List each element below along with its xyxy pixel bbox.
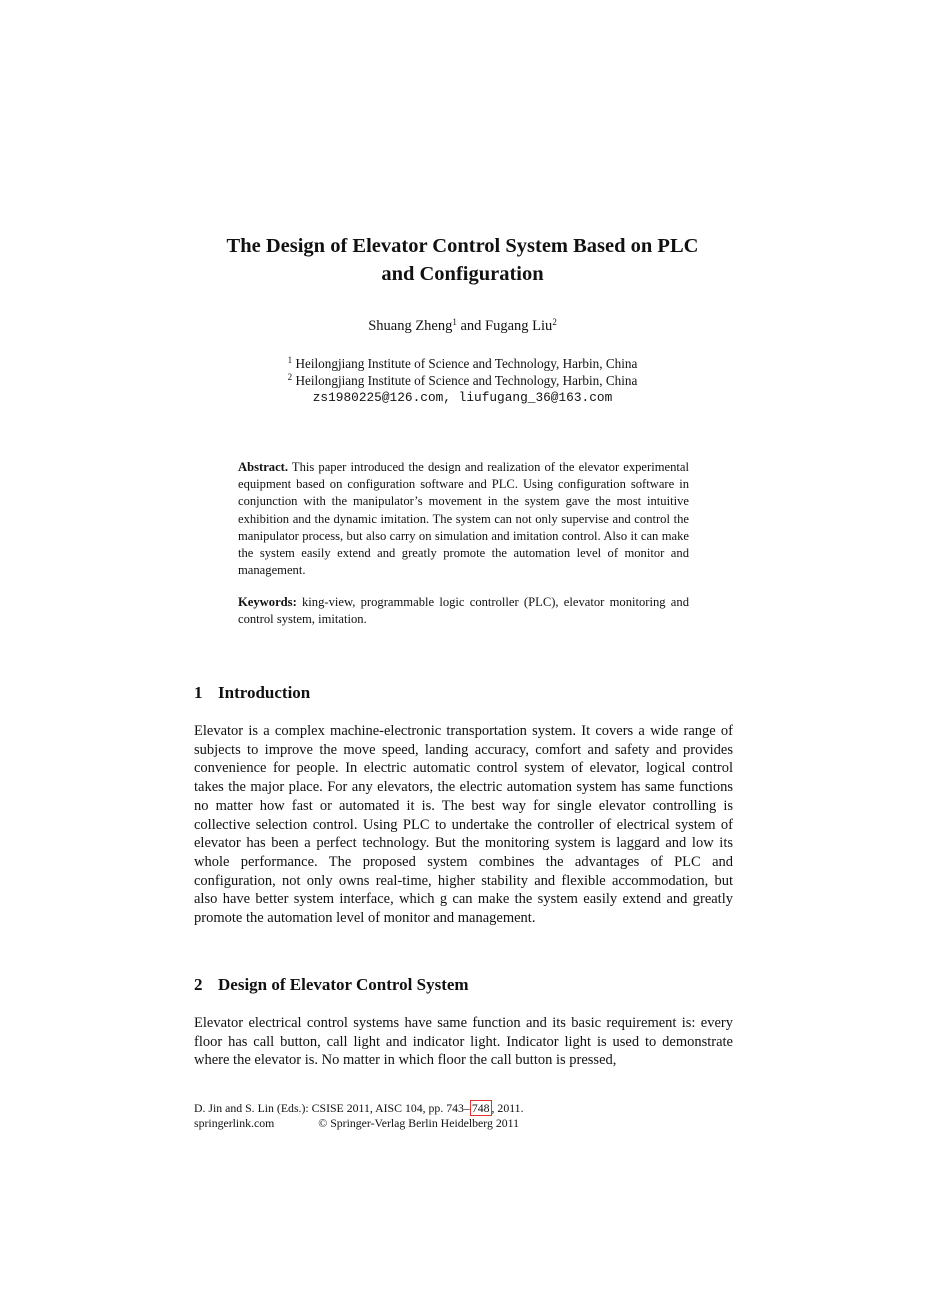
author-affiliation-mark: 1	[452, 317, 457, 327]
affiliation-2	[150, 372, 775, 389]
footer-citation-prefix: D. Jin and S. Lin (Eds.): CSISE 2011, AISC 104, pp. 743–	[194, 1101, 470, 1115]
footer-citation	[194, 1101, 524, 1116]
abstract	[238, 459, 689, 579]
footer-copyright: © Springer-Verlag Berlin Heidelberg 2011	[318, 1116, 519, 1130]
footer-publisher	[194, 1116, 519, 1131]
section-body: Elevator is a complex machine-electronic transportation system. It covers a wide range of subjects to improve the move speed, landing accuracy, comfort and safety and provides convenience for people. In electric automatic control system of elevator, logical control takes the major place. For any elevators, the electric automation system has same functions no matter how fast or automated it is. The best way for single elevator controlling is collective selection control. Using PLC to undertake the controller of electrical system of elevator has been a perfect technology. But the monitoring system is laggard and low its whole performance. The proposed system combines the advantages of PLC and configuration, not only owns real-time, higher stability and flexible accommodation, but also have better system interface, which g can make the system easily extend and greatly promote the automation level of monitor and management.	[194, 723, 733, 927]
section-body: Elevator electrical control systems have same function and its basic requirement is: every floor has call button, call light and indicator light. Indicator light is used to demonstrate where the elevator is. No matter in which floor the call button is pressed,	[194, 1015, 733, 1069]
section-number: 1	[194, 683, 203, 702]
paper-title	[150, 232, 775, 288]
section-heading	[194, 975, 469, 995]
affiliation-1	[150, 355, 775, 372]
section-heading	[194, 683, 310, 703]
keywords-text: king-view, programmable logic controller (PLC), elevator monitoring and control system, imitation.	[238, 595, 689, 627]
keywords-label: Keywords:	[238, 595, 297, 609]
author-list	[150, 318, 775, 335]
footer-citation-suffix: , 2011.	[491, 1101, 524, 1115]
affiliation-text: Heilongjiang Institute of Science and Technology, Harbin, China	[295, 373, 638, 388]
author-name: Fugang Liu	[485, 318, 553, 334]
author-affiliation-mark: 2	[552, 317, 557, 327]
section-title: Introduction	[218, 683, 311, 702]
section-title: Design of Elevator Control System	[218, 975, 469, 994]
page-range-link[interactable]: 748	[471, 1101, 490, 1115]
author-name: Shuang Zheng	[368, 318, 453, 334]
title-line-1: The Design of Elevator Control System Based on PLC	[226, 235, 699, 257]
title-line-2: and Configuration	[381, 263, 544, 285]
abstract-label: Abstract.	[238, 460, 289, 474]
affiliation-mark: 2	[287, 372, 293, 382]
author-emails: zs1980225@126.com, liufugang_36@163.com	[312, 390, 613, 405]
affiliation-mark: 1	[287, 355, 293, 365]
section-number: 2	[194, 975, 203, 994]
footer-website: springerlink.com	[194, 1116, 275, 1130]
author-separator: and	[456, 318, 486, 334]
keywords	[238, 594, 689, 628]
abstract-text: This paper introduced the design and realization of the elevator experimental equipment based on configuration software and PLC. Using configuration software in conjunction with the manipulator’s movement in the system gave the most intuitive exhibition and the dynamic imitation. The system can not only supervise and control the manipulator process, but also carry on simulation and imitation control. Also it can make the system easily extend and greatly promote the automation level of monitor and management.	[238, 460, 689, 578]
affiliation-text: Heilongjiang Institute of Science and Technology, Harbin, China	[295, 356, 638, 371]
